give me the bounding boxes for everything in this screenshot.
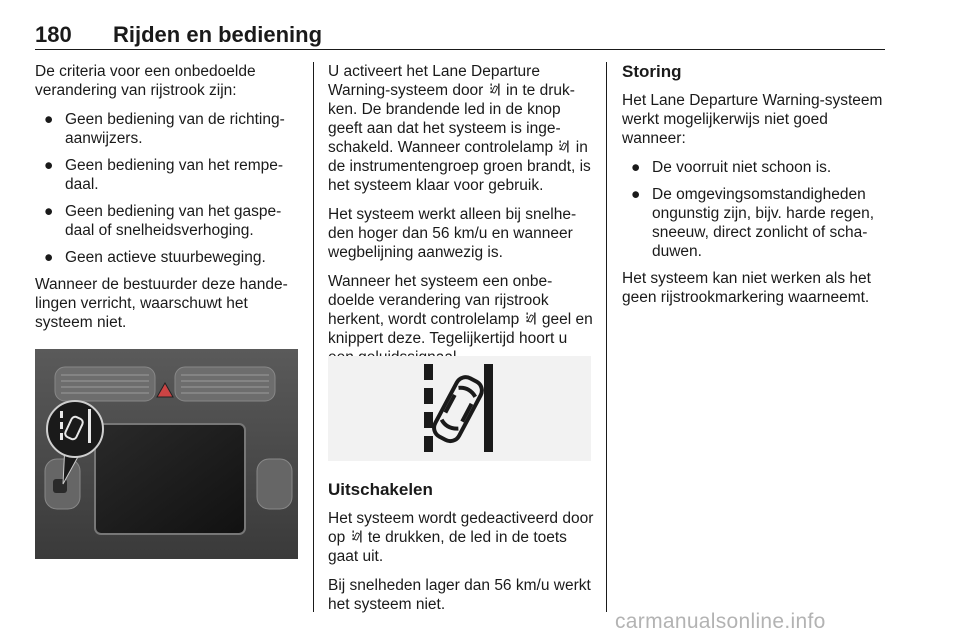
activation-paragraph: U activeert het Lane Departure Warning-systeem door in te druk-ken. De brandende led in de knop geeft aan dat het systeem is inge-schakeld. Wanneer controlelamp in de instrumentengroep groen brandt, is het systeem klaar voor gebruik. [328,63,591,194]
low-speed-paragraph: Bij snelheden lager dan 56 km/u werkt het systeem niet. [328,577,591,613]
column-3 [622,62,892,317]
header-rule [35,49,885,50]
lane-departure-icon [490,83,500,96]
page-header [35,22,885,52]
lane-departure-icon [352,530,362,543]
intro-paragraph: De criteria voor een onbedoelde verandering van rijstrook zijn: [35,63,256,99]
dashboard-photo [35,349,298,559]
deactivation-paragraph: Het systeem wordt gedeactiveerd door op te drukken, de led in de toets gaat uit. [328,510,594,565]
lane-departure-icon [328,356,591,461]
lane-departure-icon [526,312,536,325]
watermark: carmanualsonline.info [615,610,826,633]
column-divider [606,62,607,612]
column-2 [328,62,596,377]
section-heading-uitschakelen: Uitschakelen [328,480,433,499]
criteria-list [35,110,303,267]
list-item: ● De voorruit niet schoon is. [631,159,832,176]
fault-intro: Het Lane Departure Warning-systeem werkt mogelijkerwijs niet goed wanneer: [622,92,883,147]
lane-departure-symbol [328,356,591,461]
warning-paragraph: Wanneer de bestuurder deze hande-lingen verricht, waarschuwt het systeem niet. [35,276,288,331]
page-number: 180 [35,22,72,47]
fault-outro: Het systeem kan niet werken als het geen rijstrookmarkering waarneemt. [622,270,871,306]
list-item: ● Geen bediening van de richting-aanwijzers. [44,111,285,147]
list-item: ● De omgevingsomstandigheden ongunstig zijn, bijv. harde regen, sneeuw, direct zonlicht of scha-duwen. [631,186,875,260]
column-2-lower [328,480,596,624]
speed-paragraph: Het systeem werkt alleen bij snelhe-den hoger dan 56 km/u en wanneer wegbelijning aanwezig is. [328,206,577,261]
list-item: ● Geen actieve stuurbeweging. [44,249,266,266]
column-1 [35,62,303,379]
column-divider [313,62,314,612]
fault-list [622,158,892,261]
list-item: ● Geen bediening van het gaspe-daal of snelheidsverhoging. [44,203,282,239]
list-item: ● Geen bediening van het rempe-daal. [44,157,284,193]
warning-lamp-paragraph: Wanneer het systeem een onbe-doelde verandering van rijstrook herkent, wordt controlelamp geel en knippert deze. Tegelijkertijd hoort u [328,273,593,347]
page-title: Rijden en bediening [113,22,323,47]
lane-departure-icon [559,140,569,153]
section-heading-storing: Storing [622,62,682,81]
